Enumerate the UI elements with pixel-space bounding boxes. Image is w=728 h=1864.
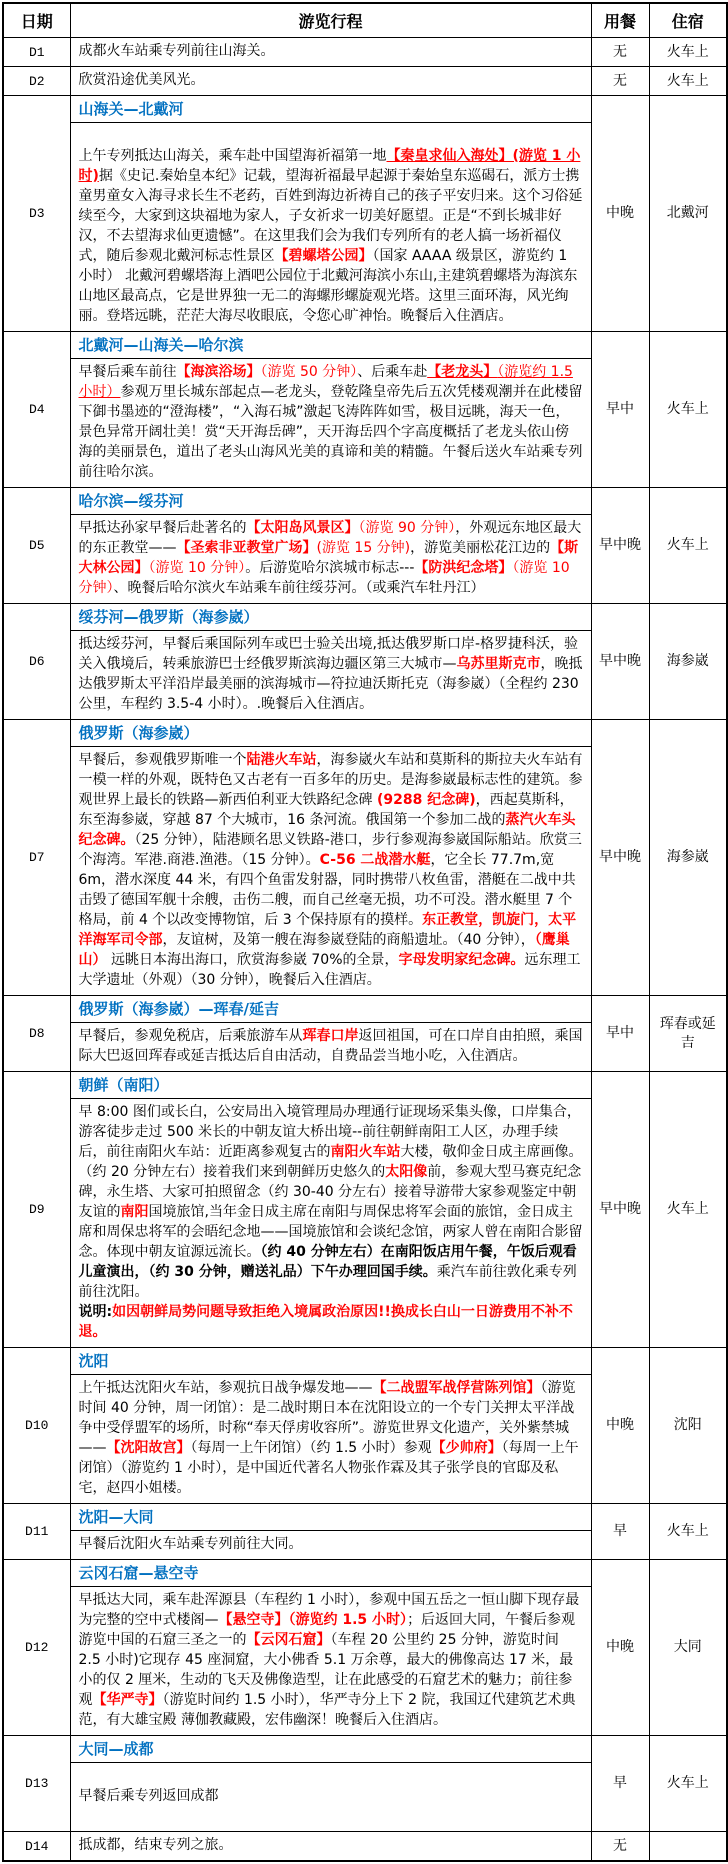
itinerary-cell xyxy=(70,720,591,996)
plain-text: （每周一上午闭馆）（约 1.5 小时）参观 xyxy=(190,1440,432,1456)
highlighted-text: 太阳像 xyxy=(385,1164,428,1180)
highlighted-text: 字母发明家纪念碑。 xyxy=(398,952,525,968)
plain-text: 早餐后，参观免税店，后乘旅游车从 xyxy=(78,1028,303,1044)
day-label: D14 xyxy=(3,1832,70,1862)
day-label: D13 xyxy=(3,1736,70,1832)
itinerary-cell xyxy=(70,67,591,96)
plain-text: 国境旅馆,当年金日成主席在南阳与周保忠将军会面的旅馆，金日成主席和周保忠将军的会晤纪念地——国境旅馆和会谈纪念馆，两家人曾在南阳合影留念。体现中朝友谊源远流长。 xyxy=(78,1204,583,1260)
route-description xyxy=(71,747,591,995)
itinerary-cell xyxy=(70,96,591,332)
plain-text: 大楼，敬仰金日成主席画像。（约 20 分钟左右）接着我们来到朝鲜历史悠久的 xyxy=(78,1144,583,1180)
highlighted-text: 南阳 xyxy=(120,1204,149,1220)
col-header-meals: 用餐 xyxy=(591,3,649,38)
day-label: D9 xyxy=(3,1072,70,1348)
meals-value: 中晚 xyxy=(591,1348,649,1504)
meals-value: 早中晚 xyxy=(591,1072,649,1348)
lodging-value: 火车上 xyxy=(649,1504,727,1560)
plain-text: ，西起莫斯科，东至海参崴，穿越 87 个大城市，16 条河流。俄国第一个参加二战的 xyxy=(78,792,574,828)
plain-text: 抵成都，结束专列之旅。 xyxy=(78,1837,233,1853)
day-row-d12 xyxy=(3,1560,727,1736)
plain-text: 、后乘车赴 xyxy=(357,364,428,380)
description-paragraph xyxy=(79,1786,583,1806)
plain-text: （游览时间约 1.5 小时），华严寺分上下 2 院，我国辽代建筑艺术典范，有大雄宝殿 薄伽教藏殿，宏伟幽深！晚餐后入住酒店。 xyxy=(78,1692,576,1728)
description-paragraph xyxy=(79,1102,583,1302)
route-title: 俄罗斯（海参崴） xyxy=(71,720,591,747)
plain-text: 成都火车站乘专列前往山海关。 xyxy=(78,43,275,59)
plain-text: ，游览美丽松花江边的 xyxy=(410,540,551,556)
plain-text: ，晚抵达俄罗斯太平洋沿岸最美丽的滨海城市—符拉迪沃斯托克（海参崴）（全程约 230 公里，车程约 3.5-4 小时）。.晚餐后入住酒店。 xyxy=(78,656,583,712)
meals-value: 早中 xyxy=(591,332,649,488)
plain-text: 上午专列抵达山海关，乘车赴中国望海祈福第一地 xyxy=(78,148,387,164)
highlighted-text: (9288 纪念碑) xyxy=(376,792,476,808)
itinerary-cell xyxy=(70,996,591,1072)
meals-value: 中晚 xyxy=(591,96,649,332)
plain-text: 抵达绥芬河，早餐后乘国际列车或巴士验关出境,抵达俄罗斯口岸-格罗捷科沃，验关入俄境后，转乘旅游巴士经俄罗斯滨海边疆区第三大城市— xyxy=(78,636,578,672)
plain-text: ，友谊树，及第一艘在海参崴登陆的商船遗址。（40 分钟）， xyxy=(162,932,535,948)
plain-text xyxy=(79,1808,83,1824)
lodging-value: 海参崴 xyxy=(649,604,727,720)
highlighted-text: 陆港火车站 xyxy=(246,752,317,768)
lodging-value: 火车上 xyxy=(649,1072,727,1348)
plain-text: （25 分钟），陆港顾名思义铁路-港口，步行参观海参崴国际船站。欣赏三个海湾。军港.商港.渔港。（15 分钟）。 xyxy=(78,832,582,868)
highlighted-text: 说明: xyxy=(78,1304,113,1320)
plain-text: ，外观远东地区最大的东正教堂—— xyxy=(78,520,582,556)
plain-text xyxy=(79,1768,83,1784)
plain-text: 早餐后乘车前往 xyxy=(78,364,177,380)
day-label: D12 xyxy=(3,1560,70,1736)
description-paragraph xyxy=(79,70,583,90)
route-title: 绥芬河—俄罗斯（海参崴） xyxy=(71,604,591,631)
route-title: 哈尔滨—绥芬河 xyxy=(71,488,591,515)
itinerary-cell xyxy=(70,1736,591,1832)
meals-value: 无 xyxy=(591,1832,649,1862)
day-row-d7 xyxy=(3,720,727,996)
highlighted-text: 珲春口岸 xyxy=(302,1028,359,1044)
lodging-value: 北戴河 xyxy=(649,96,727,332)
day-label: D1 xyxy=(3,38,70,67)
day-row-d14 xyxy=(3,1832,727,1862)
day-row-d10 xyxy=(3,1348,727,1504)
lodging-value: 火车上 xyxy=(649,1736,727,1832)
col-header-lodging: 住宿 xyxy=(649,3,727,38)
day-label: D4 xyxy=(3,332,70,488)
lodging-value xyxy=(649,1832,727,1862)
day-label: D2 xyxy=(3,67,70,96)
plain-text: 前，参观大型马赛克纪念碑，永生塔、大家可拍照留念（约 30-40 分左右）接着导游带大家参观鉴定中朝友谊的 xyxy=(78,1164,582,1220)
table-header-row xyxy=(3,3,727,38)
day-label: D8 xyxy=(3,996,70,1072)
route-description xyxy=(71,1587,591,1735)
plain-text: ，海参崴火车站和莫斯科的斯拉夫火车站有一模一样的外观，既特色又古老有一百多年的历史。是海参崴最标志性的建筑。参观世界上最长的铁路—新西伯利亚大铁路纪念碑 xyxy=(78,752,583,808)
highlighted-text: 蒸汽火车头纪念碑。 xyxy=(78,812,576,848)
highlighted-text: （鹰巢山） xyxy=(78,932,570,968)
highlighted-text: （游览 10 分钟） xyxy=(148,560,246,576)
meals-value: 无 xyxy=(591,38,649,67)
lodging-value: 海参崴 xyxy=(649,720,727,996)
col-header-itinerary: 游览行程 xyxy=(70,3,591,38)
lodging-value: 火车上 xyxy=(649,488,727,604)
highlighted-text: （游览 90 分钟） xyxy=(358,520,456,536)
highlighted-text: 如因朝鲜局势问题导致拒绝入境属政治原因!!换成长白山一日游费用不补不退。 xyxy=(78,1304,573,1340)
route-title: 沈阳—大同 xyxy=(71,1504,591,1531)
day-row-d6 xyxy=(3,604,727,720)
day-row-d9 xyxy=(3,1072,727,1348)
day-row-d1 xyxy=(3,38,727,67)
lodging-value: 火车上 xyxy=(649,67,727,96)
day-row-d8 xyxy=(3,996,727,1072)
plain-text: 早抵达孙家早餐后赴著名的 xyxy=(78,520,247,536)
plain-text: 早餐后乘专列返回成都 xyxy=(78,1788,219,1804)
route-description xyxy=(71,1375,591,1503)
route-title: 北戴河—山海关—哈尔滨 xyxy=(71,332,591,359)
plain-text xyxy=(79,128,83,144)
route-title: 俄罗斯（海参崴）—珲春/延吉 xyxy=(71,996,591,1023)
plain-text: ；后返回大同，午餐后参观游览中国的石窟三圣之一的 xyxy=(78,1612,576,1648)
lodging-value: 火车上 xyxy=(649,332,727,488)
route-title: 大同—成都 xyxy=(71,1736,591,1763)
highlighted-text: （游览 10 分钟） xyxy=(78,560,570,596)
highlighted-text: 南阳火车站 xyxy=(330,1144,401,1160)
highlighted-text: （约 40 分钟左右）在南阳饭店用午餐，午饭后观看儿童演出，（约 30 分钟，赠送礼品）下午办理回国手续。 xyxy=(78,1244,577,1280)
day-label: D7 xyxy=(3,720,70,996)
plain-text: 早 8:00 图们或长白，公安局出入境管理局办理通行证现场采集头像，口岸集合，游客徒步走过 500 米长的中朝友谊大桥出境--前往朝鲜南阳工人区，办理手续后，前往南阳火车站：近距离参观复古的 xyxy=(78,1104,581,1160)
itinerary-cell xyxy=(70,38,591,67)
day-row-d2 xyxy=(3,67,727,96)
itinerary-rows xyxy=(3,38,727,1862)
plain-text: 。后游览哈尔滨城市标志--- xyxy=(245,560,415,576)
meals-value: 早中晚 xyxy=(591,604,649,720)
plain-text: （游览时间 40 分钟，周一闭馆）：是二战时期日本在沈阳设立的一个专门关押太平洋战争中受俘盟军的场所，时称“奉天俘虏收容所”。游览世界文化遗产，关外紫禁城—— xyxy=(78,1380,576,1456)
description-paragraph xyxy=(79,1026,583,1066)
itinerary-cell xyxy=(70,332,591,488)
itinerary-cell xyxy=(70,1832,591,1862)
plain-text: ，它全长 77.7m,宽 6m，潜水深度 44 米，有四个鱼雷发射器，同时携带八枚鱼雷，潜艇在二战中共击毁了德国军舰十余艘，击伤二艘，而自己丝毫无损，功不可没。潜水艇里 7 个格局，前 4 个以改变博物馆，后 3 个保持原有的摸样。 xyxy=(78,852,576,928)
meals-value: 早中 xyxy=(591,996,649,1072)
route-description xyxy=(71,38,591,66)
highlighted-text: 【云冈石窟】 xyxy=(246,1632,331,1648)
route-description xyxy=(71,67,591,95)
description-paragraph xyxy=(79,126,583,146)
plain-text: 、晚餐后哈尔滨火车站乘车前往绥芬河。（或乘汽车牡丹江） xyxy=(113,580,485,596)
day-label: D11 xyxy=(3,1504,70,1560)
lodging-value: 沈阳 xyxy=(649,1348,727,1504)
route-description xyxy=(71,1099,591,1347)
route-description xyxy=(71,359,591,487)
plain-text: 返回祖国，可在口岸自由拍照，乘国际大巴返回珲春或延吉抵达后自由活动，自费品尝当地小吃，入住酒店。 xyxy=(78,1028,583,1064)
plain-text: 远眺日本海出海口，欣赏海参崴 70%的全景， xyxy=(106,952,399,968)
itinerary-cell xyxy=(70,1348,591,1504)
highlighted-text: 【碧螺塔公园】 xyxy=(274,248,373,264)
route-title: 沈阳 xyxy=(71,1348,591,1375)
plain-text: （国家 AAAA 级景区，游览约 1 小时） 北戴河碧螺塔海上酒吧公园位于北戴河海滨小东山,主建筑碧螺塔为海滨东山地区最高点，它是世界独一无二的海螺形螺旋观光塔。这里三面环海，风光绚丽。登塔远眺，茫茫大海尽收眼底，令您心旷神怡。晚餐后入住酒店。 xyxy=(78,248,578,324)
route-title: 朝鲜（南阳） xyxy=(71,1072,591,1099)
highlighted-text: 【海滨浴场】 xyxy=(176,364,261,380)
meals-value: 中晚 xyxy=(591,1560,649,1736)
day-row-d13 xyxy=(3,1736,727,1832)
highlighted-text: 【圣索非亚教堂广场】 xyxy=(176,540,317,556)
meals-value: 早中晚 xyxy=(591,720,649,996)
highlighted-text: (游览 15 分钟) xyxy=(316,540,411,556)
highlighted-text: 【秦皇求仙入海处】(游览 1 小时) xyxy=(78,148,581,184)
plain-text: 远东理工大学遗址（外观）（30 分钟），晚餐后入住酒店。 xyxy=(78,952,581,988)
day-row-d5 xyxy=(3,488,727,604)
day-label: D5 xyxy=(3,488,70,604)
route-description xyxy=(71,123,591,331)
highlighted-text: 【悬空寺】（游览约 1.5 小时） xyxy=(218,1612,408,1628)
day-label: D10 xyxy=(3,1348,70,1504)
description-paragraph xyxy=(79,634,583,714)
itinerary-cell xyxy=(70,488,591,604)
itinerary-cell xyxy=(70,1072,591,1348)
plain-text: 早抵达大同，乘车赴浑源县（车程约 1 小时），参观中国五岳之一恒山脚下现存最为完整的空中式楼阁— xyxy=(78,1592,580,1628)
day-row-d3 xyxy=(3,96,727,332)
description-paragraph xyxy=(79,750,583,990)
description-paragraph xyxy=(79,1534,583,1554)
day-row-d11 xyxy=(3,1504,727,1560)
description-paragraph xyxy=(79,1590,583,1730)
day-label: D3 xyxy=(3,96,70,332)
route-description xyxy=(71,631,591,719)
plain-text: （车程 20 公里约 25 分钟，游览时间 2.5 小时)它现存 45 座洞窟，大小佛香 5.1 万余尊，最大的佛像高达 17 米，最小的仅 2 厘米，生动的飞天及佛像造型，让在此感受的石窟艺术的魅力；前往参观 xyxy=(78,1632,574,1708)
plain-text: 早餐后，参观俄罗斯唯一个 xyxy=(78,752,247,768)
highlighted-text: 【沈阳故宫】 xyxy=(106,1440,191,1456)
route-title: 云冈石窟—悬空寺 xyxy=(71,1560,591,1587)
lodging-value: 珲春或延吉 xyxy=(649,996,727,1072)
route-description xyxy=(71,1832,591,1860)
route-title: 山海关—北戴河 xyxy=(71,96,591,123)
highlighted-text: 【华严寺】 xyxy=(92,1692,163,1708)
meals-value: 无 xyxy=(591,67,649,96)
plain-text: 欣赏沿途优美风光。 xyxy=(78,72,205,88)
highlighted-text: C-56 二战潜水艇 xyxy=(319,852,431,868)
itinerary-cell xyxy=(70,1560,591,1736)
plain-text: 据《史记.秦始皇本纪》记载，望海祈福最早起源于秦始皇东巡碣石，派方士携童男童女入海寻求长生不老药，百姓到海边祈祷自己的孩子平安归来。这个习俗延续至今，大家到这块福地为家人，子女祈求一切美好愿望。正是“不到长城非好汉，不去望海求仙更遗憾”。在这里我们会为我们专列所有的老人搞一场祈福仪式，随后参观北戴河标志性景区 xyxy=(78,168,583,264)
plain-text: 乘汽车前往敦化乘专列前往沈阳。 xyxy=(78,1264,577,1300)
highlighted-text: （游览约 1.5 小时） xyxy=(78,364,573,400)
highlighted-text: 【防洪纪念塔】 xyxy=(414,560,513,576)
col-header-date: 日期 xyxy=(3,3,70,38)
route-description xyxy=(71,1531,591,1559)
highlighted-text: 【斯大林公园】 xyxy=(78,540,579,576)
itinerary-cell xyxy=(70,1504,591,1560)
meals-value: 早中晚 xyxy=(591,488,649,604)
highlighted-text: 【少帅府】 xyxy=(431,1440,502,1456)
highlighted-text: 【老龙头】 xyxy=(427,364,498,380)
plain-text: 上午抵达沈阳火车站，参观抗日战争爆发地—— xyxy=(78,1380,373,1396)
itinerary-cell xyxy=(70,604,591,720)
description-paragraph xyxy=(79,1766,583,1786)
plain-text: 早餐后沈阳火车站乘专列前往大同。 xyxy=(78,1536,303,1552)
description-paragraph xyxy=(79,362,583,482)
highlighted-text: 【太阳岛风景区】 xyxy=(246,520,359,536)
highlighted-text: （游览 50 分钟） xyxy=(260,364,358,380)
highlighted-text: 【二战盟军战俘营陈列馆】 xyxy=(372,1380,541,1396)
lodging-value: 火车上 xyxy=(649,38,727,67)
highlighted-text: 东正教堂，凯旋门，太平洋海军司令部 xyxy=(78,912,577,948)
route-description xyxy=(71,1763,591,1831)
description-paragraph xyxy=(79,41,583,61)
itinerary-table xyxy=(2,2,728,1862)
meals-value: 早 xyxy=(591,1736,649,1832)
description-paragraph xyxy=(79,1302,583,1342)
description-paragraph xyxy=(79,1378,583,1498)
plain-text: （每周一上午闭馆）（游览约 1 小时），是中国近代著名人物张作霖及其子张学良的官邸及私宅，赵四小姐楼。 xyxy=(78,1440,579,1496)
description-paragraph xyxy=(79,1835,583,1855)
description-paragraph xyxy=(79,146,583,326)
route-description xyxy=(71,1023,591,1071)
highlighted-text: 乌苏里斯克市 xyxy=(456,656,541,672)
description-paragraph xyxy=(79,1806,583,1826)
day-label: D6 xyxy=(3,604,70,720)
route-description xyxy=(71,515,591,603)
day-row-d4 xyxy=(3,332,727,488)
meals-value: 早 xyxy=(591,1504,649,1560)
description-paragraph xyxy=(79,518,583,598)
plain-text: 参观万里长城东部起点—老龙头，登乾隆皇帝先后五次凭楼观潮并在此楼留下御书墨迹的“澄海楼”，“入海石城”激起飞涛阵阵如雪，极目远眺，海天一色，景色异常开阔壮美！赏“天开海岳碑”，天开海岳四个字高度概括了老龙头依山傍海的美丽景色，道出了老头山海风光美的真谛和美的精髓。午餐后送火车站乘专列前往哈尔滨。 xyxy=(78,384,583,480)
lodging-value: 大同 xyxy=(649,1560,727,1736)
